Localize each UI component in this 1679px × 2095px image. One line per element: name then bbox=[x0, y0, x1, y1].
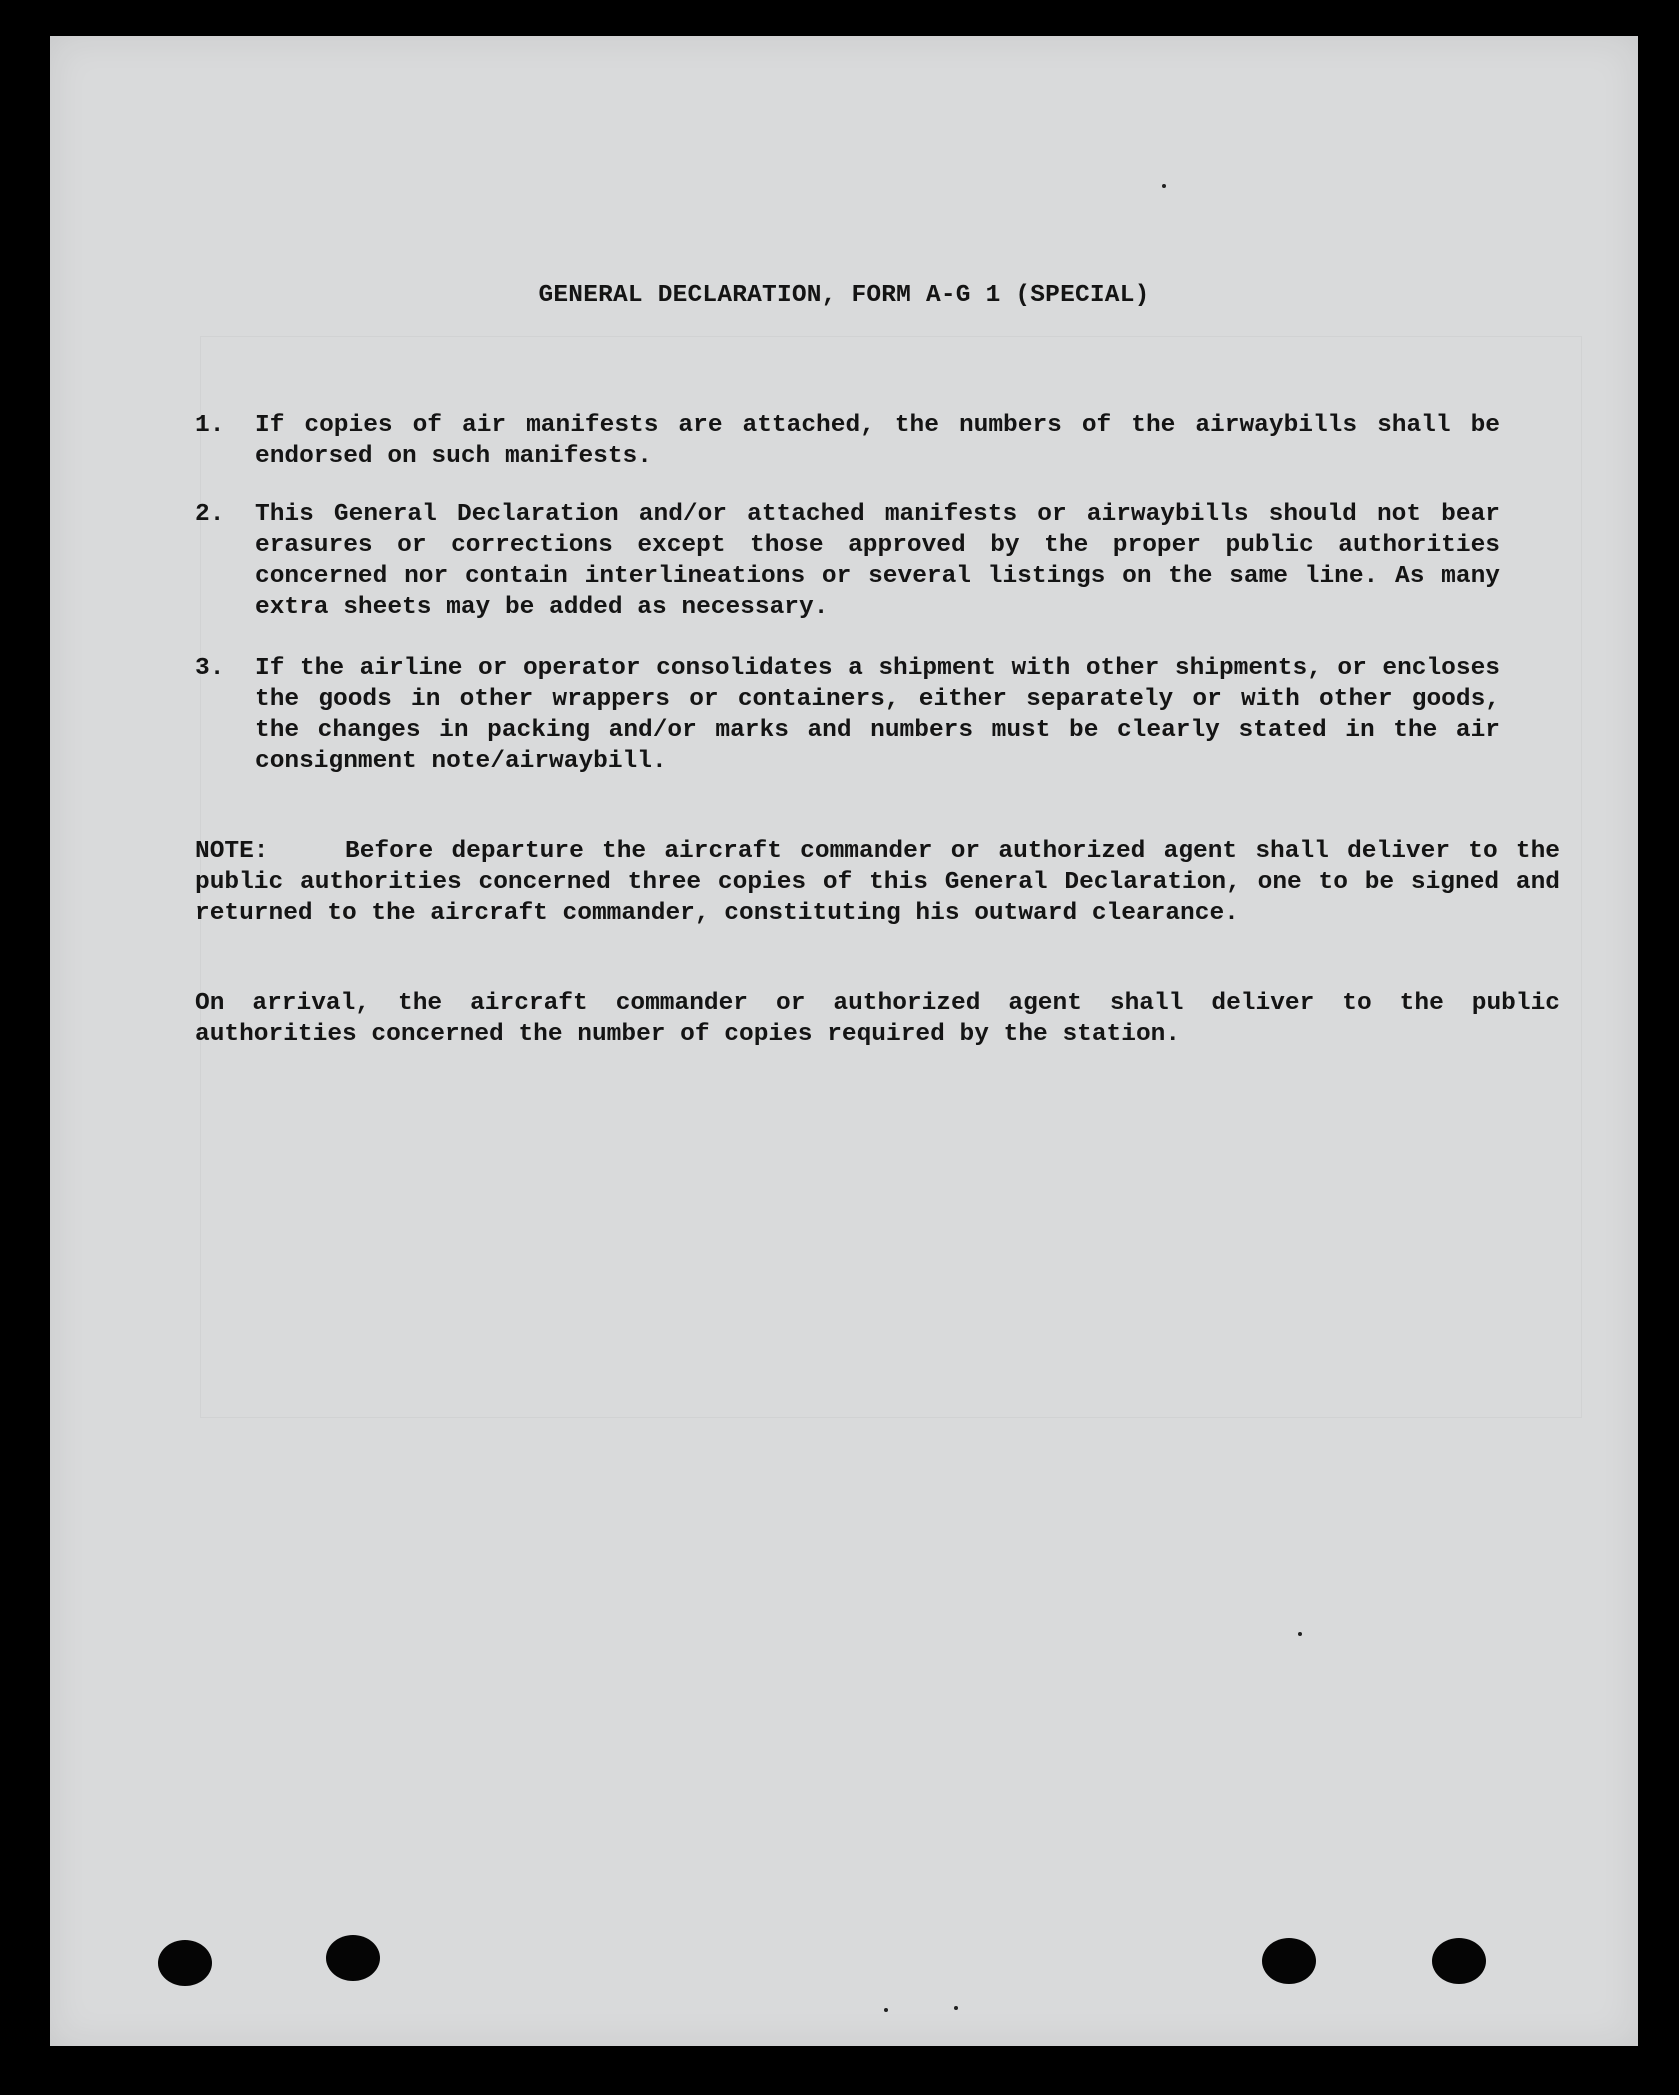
speck bbox=[954, 2006, 958, 2010]
item-number: 3. bbox=[195, 655, 225, 682]
item-text: If copies of air manifests are attached, the numbers of the airwaybills shall be endorsed on such manifests. bbox=[255, 412, 1500, 470]
document-page bbox=[50, 36, 1638, 2046]
document-body bbox=[50, 36, 1638, 2046]
note-text: Before departure the aircraft commander or authorized agent shall deliver to the public authorities concerned three copies of this General Declaration, one to be signed and returned to the aircraft commander, constituting his outward clearance. bbox=[195, 838, 1560, 927]
item-text: If the airline or operator consolidates a shipment with other shipments, or encloses the goods in other wrappers or containers, either separately or with other goods, the changes in packing and/or marks and numbers must be clearly stated in the air consignment note/airwaybill. bbox=[255, 655, 1500, 775]
arrival-note: On arrival, the aircraft commander or authorized agent shall deliver to the public authorities concerned the number of copies required by the station. bbox=[195, 990, 1560, 1048]
punch-hole bbox=[158, 1940, 212, 1986]
item-number: 2. bbox=[195, 501, 225, 528]
punch-hole bbox=[326, 1935, 380, 1981]
punch-hole bbox=[1262, 1938, 1316, 1984]
item-number: 1. bbox=[195, 412, 225, 439]
speck bbox=[1298, 1632, 1302, 1636]
punch-hole bbox=[1432, 1938, 1486, 1984]
speck bbox=[884, 2008, 888, 2012]
departure-note bbox=[195, 836, 1560, 929]
document-title: GENERAL DECLARATION, FORM A-G 1 (SPECIAL) bbox=[538, 282, 1150, 309]
note-label: NOTE: bbox=[195, 838, 269, 865]
item-text: This General Declaration and/or attached manifests or airwaybills should not bear erasures or corrections except those approved by the proper public authorities concerned nor contain interlineations or several listings on the same line. As many extra sheets may be added as necessary. bbox=[255, 501, 1500, 621]
speck bbox=[1162, 184, 1166, 188]
